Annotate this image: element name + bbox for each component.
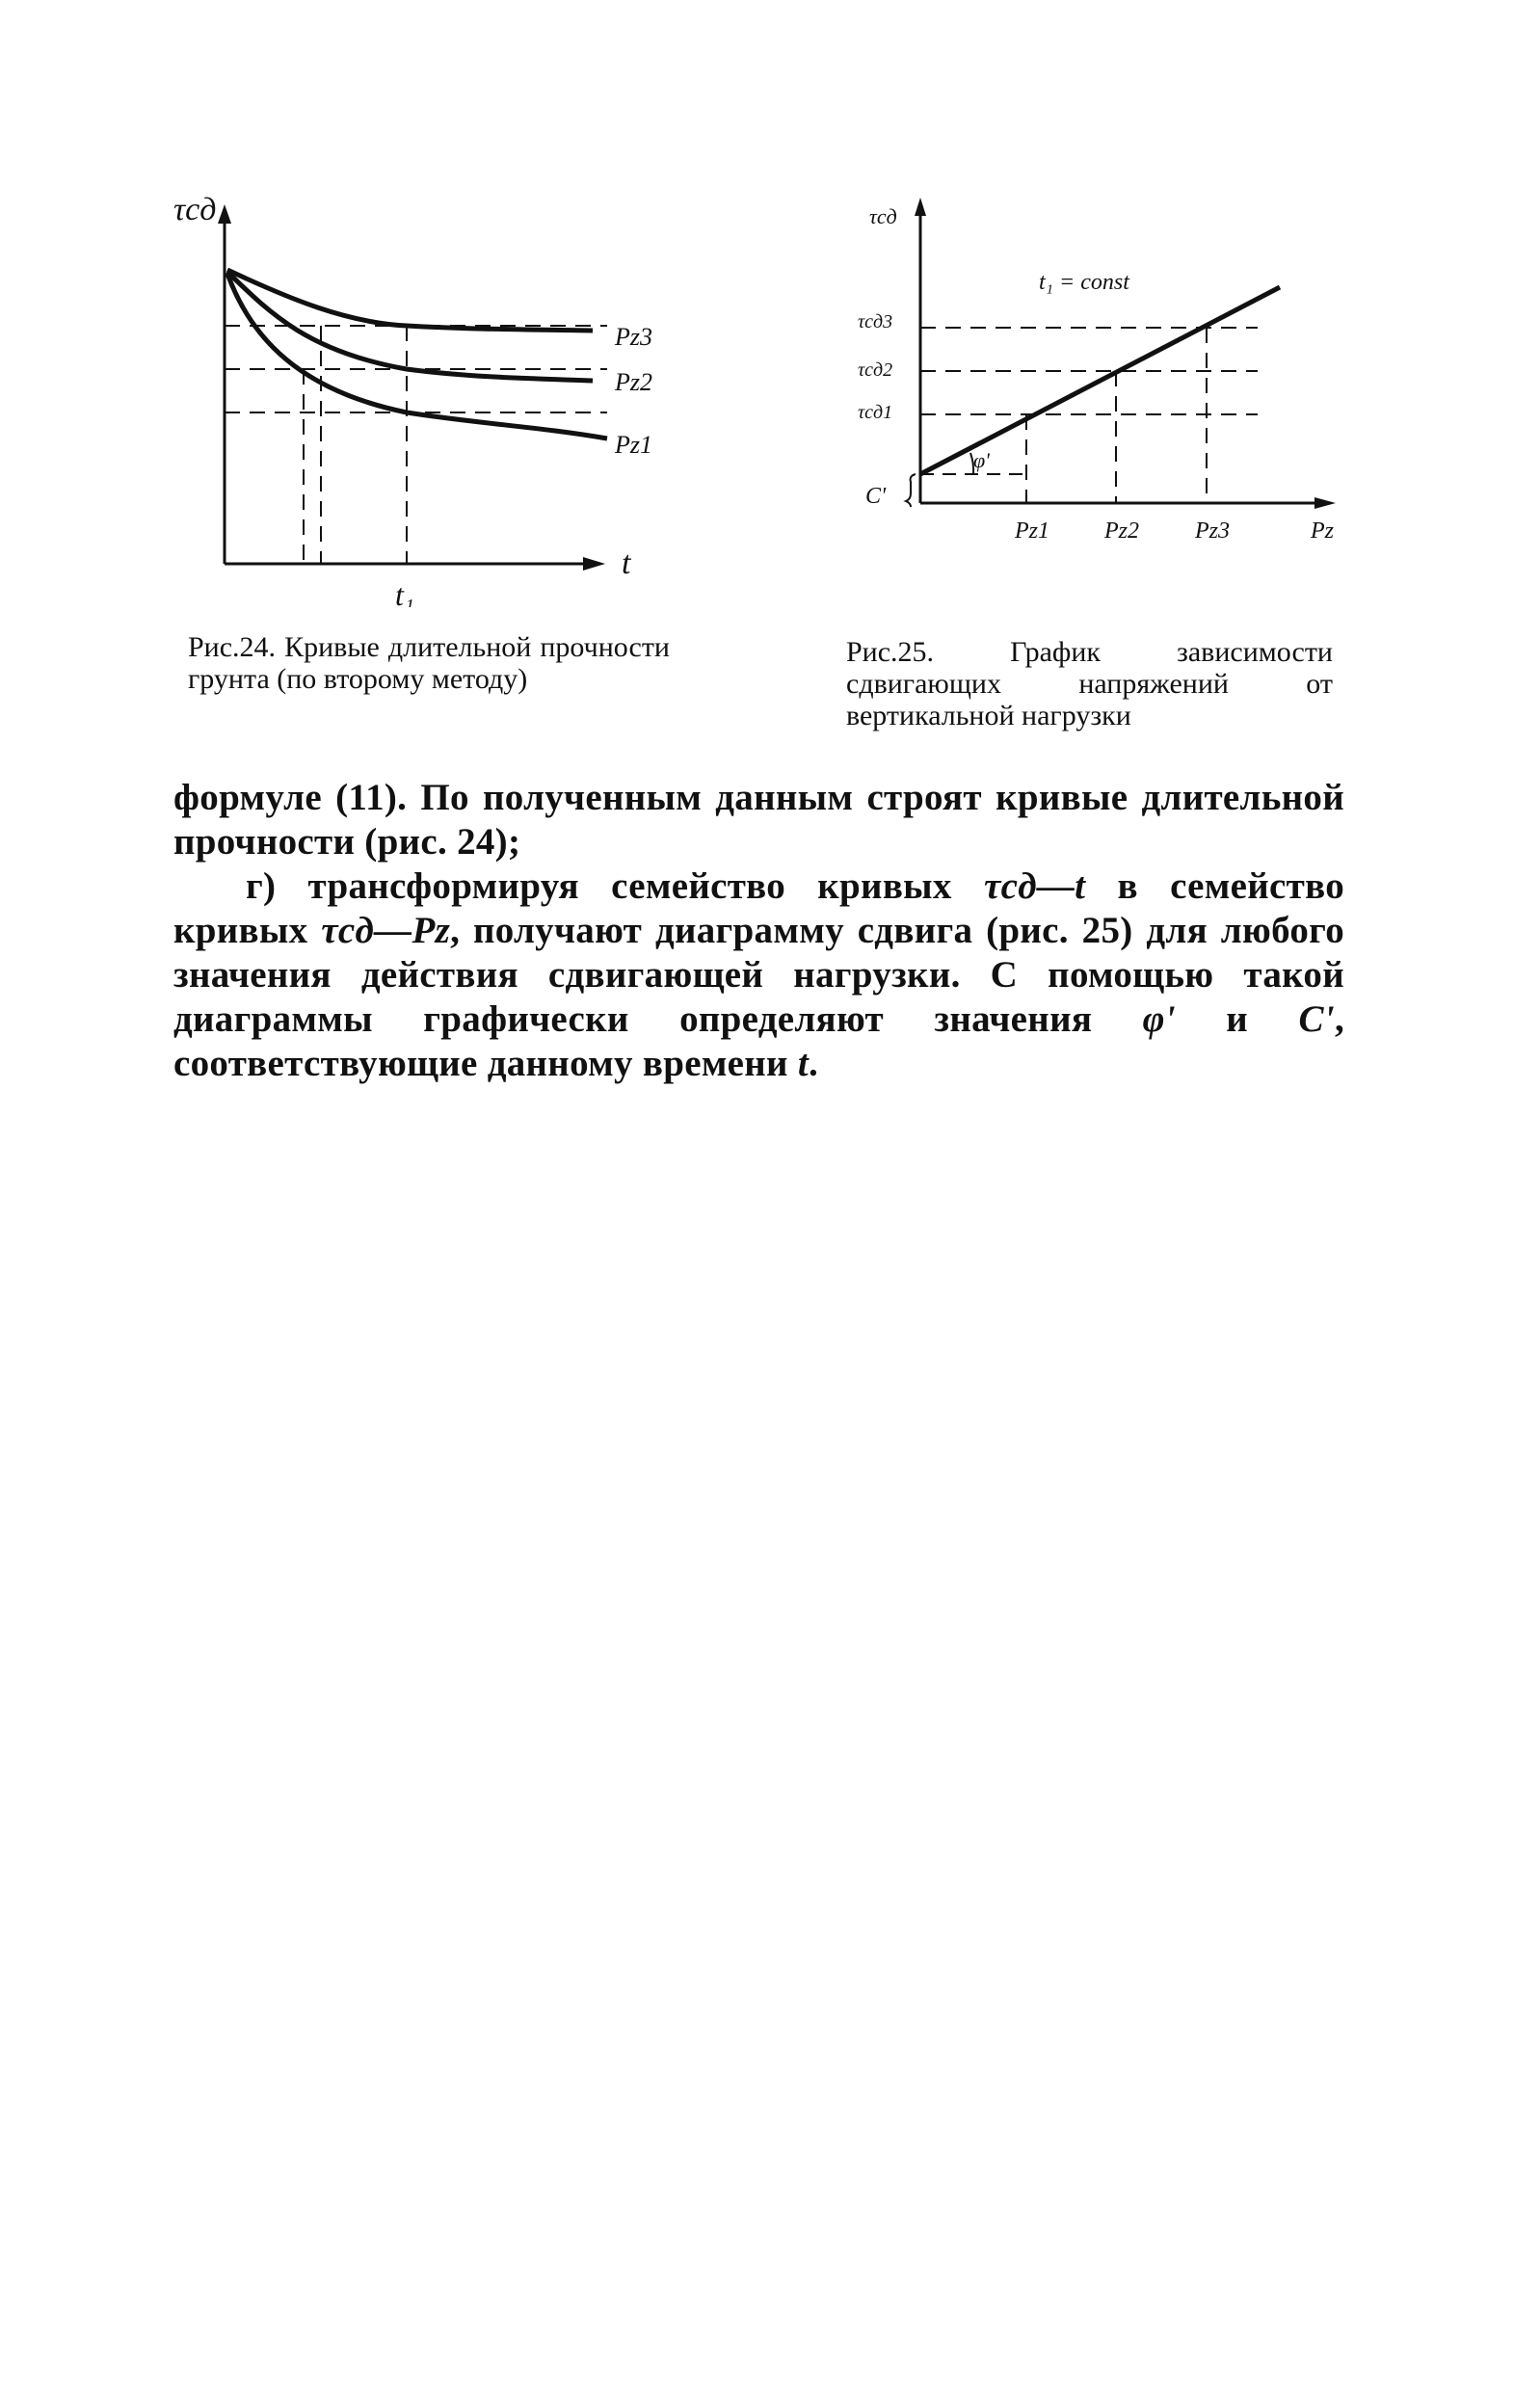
fig25-x-arrow xyxy=(1314,497,1336,509)
symbol-c: C' xyxy=(1298,998,1335,1040)
symbol-tau-p: τсд—Pz xyxy=(321,910,451,951)
p2-part-d: и xyxy=(1175,998,1299,1040)
fig25-tau1-label: τсд1 xyxy=(858,402,893,423)
fig24-x-label: t xyxy=(622,545,631,581)
fig25-shear-line xyxy=(920,287,1280,474)
fig24-label-pz2: Pz2 xyxy=(615,368,652,396)
fig24-x-arrow xyxy=(583,557,605,571)
fig25-c-label: C' xyxy=(865,484,887,509)
paragraph-2 xyxy=(173,864,1344,1086)
symbol-tau-t: τсд—t xyxy=(983,865,1086,907)
fig25-y-arrow xyxy=(915,198,926,216)
figure-25 xyxy=(829,193,1368,578)
fig24-t1-label: t₁ xyxy=(395,577,415,607)
fig25-x-label: Pz xyxy=(1311,518,1334,544)
fig25-annotation: t₁ = const xyxy=(1039,270,1129,295)
fig25-phi-label: φ' xyxy=(973,448,990,472)
fig25-p2-label: Pz2 xyxy=(1104,518,1139,544)
symbol-phi: φ' xyxy=(1142,998,1176,1040)
figure-24 xyxy=(154,183,694,607)
figure-25-plot xyxy=(829,193,1368,578)
fig24-label-pz1: Pz1 xyxy=(615,431,652,459)
figure-25-caption: Рис.25. График зависимости сдвигающих напряжений от вертикальной нагрузки xyxy=(846,636,1333,731)
fig25-tau2-label: τсд2 xyxy=(858,359,893,381)
fig25-tau3-label: τсд3 xyxy=(858,311,893,332)
symbol-t: t xyxy=(797,1043,810,1084)
fig24-label-pz3: Pz3 xyxy=(615,323,652,351)
p2-part-c: , получают диаграмму сдвига (рис. 25) для любого значения действия сдвигающей нагрузки. С помощью такой диаграммы графически определяют значения xyxy=(173,910,1345,1040)
fig24-curve-pz1 xyxy=(227,274,607,439)
figure-24-plot xyxy=(154,183,694,607)
fig25-c-brace xyxy=(906,474,916,507)
p2-part-f: . xyxy=(809,1043,819,1084)
paragraph-1: формуле (11). По полученным данным строят кривые длительной прочности (рис. 24); xyxy=(173,777,1344,863)
p2-part-a: г) трансформируя семейство кривых xyxy=(246,865,984,907)
body-text xyxy=(173,776,1344,1086)
figure-24-caption: Рис.24. Кривые длительной прочности грунта (по второму методу) xyxy=(188,631,670,695)
fig25-p1-label: Pz1 xyxy=(1015,518,1049,544)
p2-part-b: в семейство кривых xyxy=(173,865,1344,951)
fig25-p3-label: Pz3 xyxy=(1195,518,1230,544)
fig24-y-arrow xyxy=(218,204,231,224)
fig25-y-label: τсд xyxy=(869,204,897,228)
p2-part-e: , соответствующие данному времени xyxy=(173,998,1344,1084)
fig24-y-label: τсд xyxy=(173,192,217,227)
